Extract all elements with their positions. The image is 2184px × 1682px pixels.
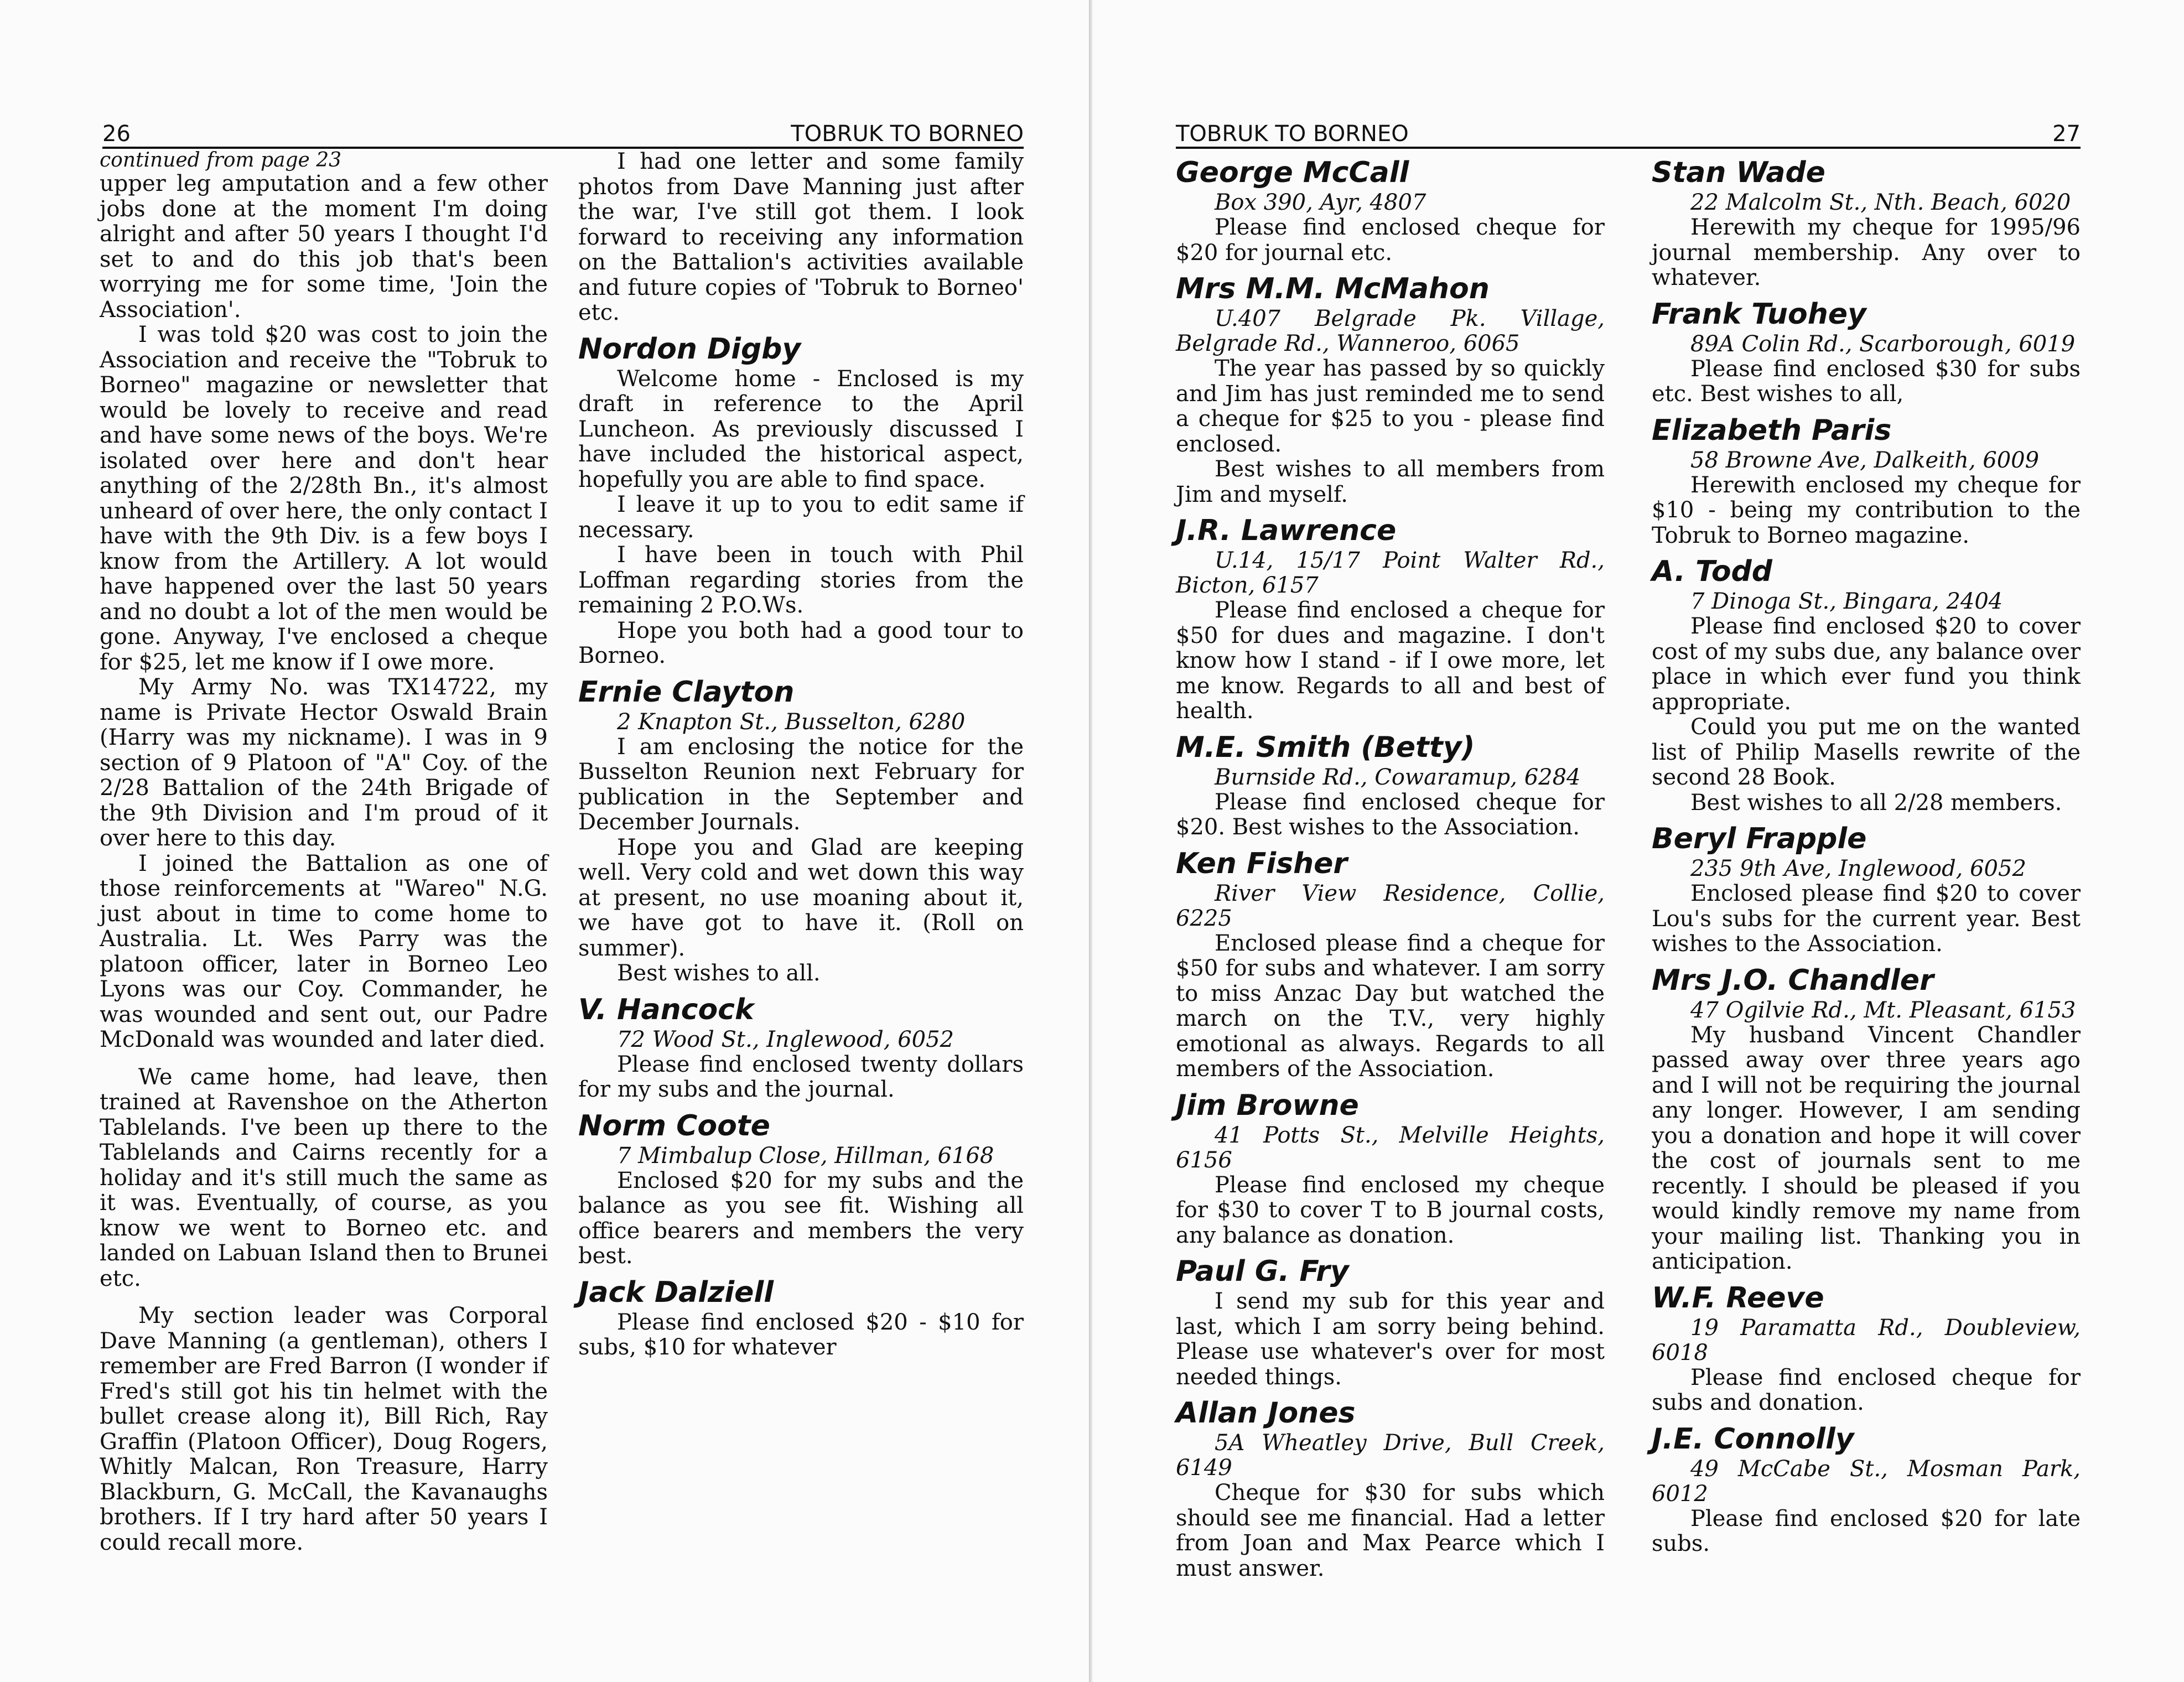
letter-paragraph: I send my sub for this year and last, which I am sorry being behind. Please use whatever's over for most needed things. — [1176, 1289, 1605, 1390]
letter-paragraph: Enclosed please find a cheque for $50 for subs and whatever. I am sorry to miss Anzac Day but watched the march on the T.V., very highly emotional as always. Regards to all members of the Association. — [1176, 930, 1605, 1082]
letter-author-name: Ernie Clayton — [578, 675, 795, 709]
letter — [1652, 964, 2081, 1275]
letter-paragraph: Please find enclosed cheque for $20 for journal etc. — [1176, 215, 1605, 266]
letter-paragraph: Herewith enclosed my cheque for $10 - being my contribution to the Tobruk to Borneo magazine. — [1652, 472, 2081, 548]
letter-paragraph: Hope you and Glad are keeping well. Very cold and wet down this way at present, no use moaning about it, we have got to have it. (Roll on summer). — [578, 834, 1024, 961]
letter-address: 72 Wood St., Inglewood, 6052 — [617, 1026, 954, 1052]
letter-paragraph: I leave it up to you to edit same if necessary. — [578, 492, 1024, 543]
letter — [1176, 1397, 1605, 1581]
left-page-header — [102, 108, 1024, 149]
letter-author-name: W.F. Reeve — [1652, 1281, 1824, 1315]
letter-address: 19 Paramatta Rd., Doubleview, 6018 — [1652, 1315, 2081, 1366]
letter — [578, 333, 1024, 669]
letter-author-name: George McCall — [1176, 156, 1409, 189]
letter-author-name: J.E. Connolly — [1652, 1422, 1854, 1456]
letter-paragraph: Welcome home - Enclosed is my draft in reference to the April Luncheon. As previously discussed I have included the historical aspect, hopefully you are able to find space. — [578, 366, 1024, 492]
article-paragraph: I had one letter and some family photos from Dave Manning just after the war, I've still got them. I look forward to receiving any information on the Battalion's activities available and future copies of 'Tobruk to Borneo' etc. — [578, 149, 1024, 325]
right-column-2 — [1652, 149, 2081, 1557]
article-paragraph: My Army No. was TX14722, my name is Private Hector Oswald Brain (Harry was my nickname). I was in 9 section of 9 Platoon of "A" Coy. of the 2/28 Battalion of the 24th Brigade of the 9th Division and I'm proud of it over here to this day. — [100, 674, 548, 851]
letter-address: 2 Knapton St., Busselton, 6280 — [617, 709, 966, 735]
letter — [1176, 272, 1605, 507]
letter-address: 7 Dinoga St., Bingara, 2404 — [1690, 589, 2003, 614]
letter-address: River View Residence, Collie, 6225 — [1176, 880, 1605, 931]
right-page — [1093, 0, 2184, 1682]
letter — [1176, 847, 1605, 1082]
letter-paragraph: Enclosed $20 for my subs and the balance as you see fit. Wishing all office bearers and members the very best. — [578, 1167, 1024, 1269]
letter — [1652, 1281, 2081, 1416]
article-paragraph: We came home, had leave, then trained at Ravenshoe on the Atherton Tablelands. I've been up there to the Tablelands and Cairns recently for a holiday and it's still much the same as it was. Eventually, of course, as you know we went to Borneo etc. and landed on Labuan Island then to Brunei etc. — [100, 1064, 548, 1291]
letter-paragraph: Please find enclosed $20 to cover cost of my subs due, any balance over place in which ever fund you think appropriate. — [1652, 614, 2081, 715]
right-page-header — [1176, 108, 2081, 149]
letter-paragraph: Please find enclosed cheque for subs and donation. — [1652, 1364, 2081, 1415]
letter-paragraph: Hope you both had a good tour to Borneo. — [578, 617, 1024, 668]
running-head: TOBRUK TO BORNEO — [791, 121, 1024, 147]
article-paragraph: I joined the Battalion as one of those reinforcements at "Wareo" N.G. just about in time to come home to Australia. Lt. Wes Parry was the platoon officer, later in Borneo Leo Lyons was our Coy. Commander, he was wounded and sent out, our Padre McDonald was wounded and later died. — [100, 850, 548, 1052]
letter-address: 58 Browne Ave, Dalkeith, 6009 — [1690, 447, 2040, 473]
letter — [1652, 822, 2081, 957]
letter — [578, 993, 1024, 1103]
letter — [1176, 1089, 1605, 1249]
letter-address: U.14, 15/17 Point Walter Rd., Bicton, 6157 — [1176, 548, 1605, 598]
letter-address: 7 Mimbalup Close, Hillman, 6168 — [617, 1143, 994, 1169]
letter-address: 47 Ogilvie Rd., Mt. Pleasant, 6153 — [1690, 997, 2076, 1023]
letter-author-name: J.R. Lawrence — [1176, 514, 1397, 547]
letter-paragraph: Best wishes to all members from Jim and myself. — [1176, 456, 1605, 507]
letter-paragraph: Herewith my cheque for 1995/96 journal membership. Any over to whatever. — [1652, 215, 2081, 290]
letter-address: 235 9th Ave, Inglewood, 6052 — [1690, 856, 2026, 881]
letter-address: 5A Wheatley Drive, Bull Creek, 6149 — [1176, 1430, 1605, 1481]
letter-author-name: Nordon Digby — [578, 332, 801, 366]
letter-paragraph: Please find enclosed $20 for late subs. — [1652, 1506, 2081, 1556]
page-number: 26 — [102, 121, 131, 147]
letter-paragraph: Best wishes to all. — [617, 961, 821, 986]
letter-author-name: Allan Jones — [1176, 1397, 1356, 1430]
letter-paragraph: Best wishes to all 2/28 members. — [1690, 790, 2062, 816]
letter-address: 22 Malcolm St., Nth. Beach, 6020 — [1690, 190, 2071, 215]
letter-paragraph: The year has passed by so quickly and Jim has just reminded me to send a cheque for $25 to you - please find enclosed. — [1176, 356, 1605, 457]
letter — [1652, 1423, 2081, 1557]
letter-paragraph: Please find enclosed $30 for subs etc. Best wishes to all, — [1652, 356, 2081, 407]
letter-address: 41 Potts St., Melville Heights, 6156 — [1176, 1122, 1605, 1173]
letter-address: U.407 Belgrade Pk. Village, Belgrade Rd., Wanneroo, 6065 — [1176, 306, 1605, 356]
letter-author-name: Elizabeth Paris — [1652, 413, 1892, 447]
article-paragraph: My section leader was Corporal Dave Manning (a gentleman), others I remember are Fred Barron (I wonder if Fred's still got his tin helmet with the bullet crease along it), Bill Rich, Ray Graffin (Platoon Officer), Doug Rogers, Whitly Malcan, Ron Treasure, Harry Blackburn, G. McCall, the Kavanaughs brothers. If I try hard after 50 years I could recall more. — [100, 1303, 548, 1555]
letter-paragraph: Cheque for $30 for subs which should see me financial. Had a letter from Joan and Max Pearce which I must answer. — [1176, 1480, 1605, 1581]
page-number: 27 — [2052, 121, 2081, 147]
letter-author-name: Ken Fisher — [1176, 847, 1348, 880]
letter-author-name: A. Todd — [1652, 555, 1773, 588]
letter — [578, 676, 1024, 987]
letter-paragraph: My husband Vincent Chandler passed away over three years ago and I will not be requiring the journal any longer. However, I am sending you a donation and hope it will cover the cost of journals sent to me recently. I should be pleased if you would kindly remove my name from your mailing list. Thanking you in anticipation. — [1652, 1022, 2081, 1274]
letter-paragraph: I am enclosing the notice for the Busselton Reunion next February for publication in the September and December Journals. — [578, 734, 1024, 835]
left-column-2 — [578, 149, 1024, 1361]
letter-author-name: Mrs M.M. McMahon — [1176, 272, 1490, 305]
letter-paragraph: Could you put me on the wanted list of Philip Masells rewrite of the second 28 Book. — [1652, 714, 2081, 790]
letter-paragraph: Please find enclosed my cheque for $30 to cover T to B journal costs, any balance as donation. — [1176, 1172, 1605, 1248]
letter — [578, 1109, 1024, 1269]
letter — [578, 1276, 1024, 1361]
running-head: TOBRUK TO BORNEO — [1176, 121, 1409, 147]
letter-address: Box 390, Ayr, 4807 — [1215, 190, 1426, 215]
letter — [1176, 1255, 1605, 1390]
letter-paragraph: Enclosed please find $20 to cover Lou's subs for the current year. Best wishes to the Association. — [1652, 881, 2081, 957]
letter-paragraph: I have been in touch with Phil Loffman regarding stories from the remaining 2 P.O.Ws. — [578, 542, 1024, 618]
letter-paragraph: Please find enclosed cheque for $20. Best wishes to the Association. — [1176, 789, 1605, 840]
letter-paragraph: Please find enclosed a cheque for $50 for dues and magazine. I don't know how I stand - if I owe more, let me know. Regards to all and best of health. — [1176, 598, 1605, 724]
letter-author-name: Stan Wade — [1652, 156, 1825, 189]
continued-note: continued from page 23 — [100, 149, 342, 172]
letter-paragraph: Please find enclosed $20 - $10 for subs, $10 for whatever — [578, 1309, 1024, 1360]
right-column-1 — [1176, 149, 1605, 1581]
letter-author-name: Beryl Frapple — [1652, 822, 1867, 855]
article-paragraph: I was told $20 was cost to join the Association and receive the "Tobruk to Borneo" magazine or newsletter that would be lovely to receive and read and have some news of the boys. We're isolated over here and don't hear anything of the 2/28th Bn., it's almost unheard of over here, the only contact I have with the 9th Div. is a few boys I know from the Artillery. A lot would have happened over the last 50 years and no doubt a lot of the men would be gone. Anyway, I've enclosed a cheque for $25, let me know if I owe more. — [100, 322, 548, 675]
letter-author-name: Norm Coote — [578, 1109, 770, 1143]
letter-author-name: Frank Tuohey — [1652, 297, 1866, 331]
letter-paragraph: Please find enclosed twenty dollars for my subs and the journal. — [578, 1051, 1024, 1102]
letter — [1176, 514, 1605, 724]
letter — [1652, 298, 2081, 407]
letter-author-name: Jim Browne — [1176, 1088, 1359, 1122]
article-paragraph: upper leg amputation and a few other jobs done at the moment I'm doing alright and after 50 years I thought I'd set to and do this job that's been worrying me for some time, 'Join the Association'. — [100, 171, 548, 323]
letter — [1652, 414, 2081, 549]
letter-author-name: Paul G. Fry — [1176, 1255, 1349, 1288]
letter-author-name: M.E. Smith (Betty) — [1176, 730, 1475, 764]
letter-address: 89A Colin Rd., Scarborough, 6019 — [1690, 331, 2076, 357]
letter — [1176, 156, 1605, 266]
letter-address: Burnside Rd., Cowaramup, 6284 — [1215, 764, 1581, 790]
letter-author-name: V. Hancock — [578, 993, 754, 1026]
letter-address: 49 McCabe St., Mosman Park, 6012 — [1652, 1456, 2081, 1507]
left-column-1 — [100, 149, 548, 1555]
letter — [1176, 731, 1605, 840]
letter-author-name: Jack Dalziell — [578, 1275, 774, 1309]
letter — [1652, 156, 2081, 291]
letter — [1652, 555, 2081, 816]
letter-author-name: Mrs J.O. Chandler — [1652, 963, 1934, 997]
